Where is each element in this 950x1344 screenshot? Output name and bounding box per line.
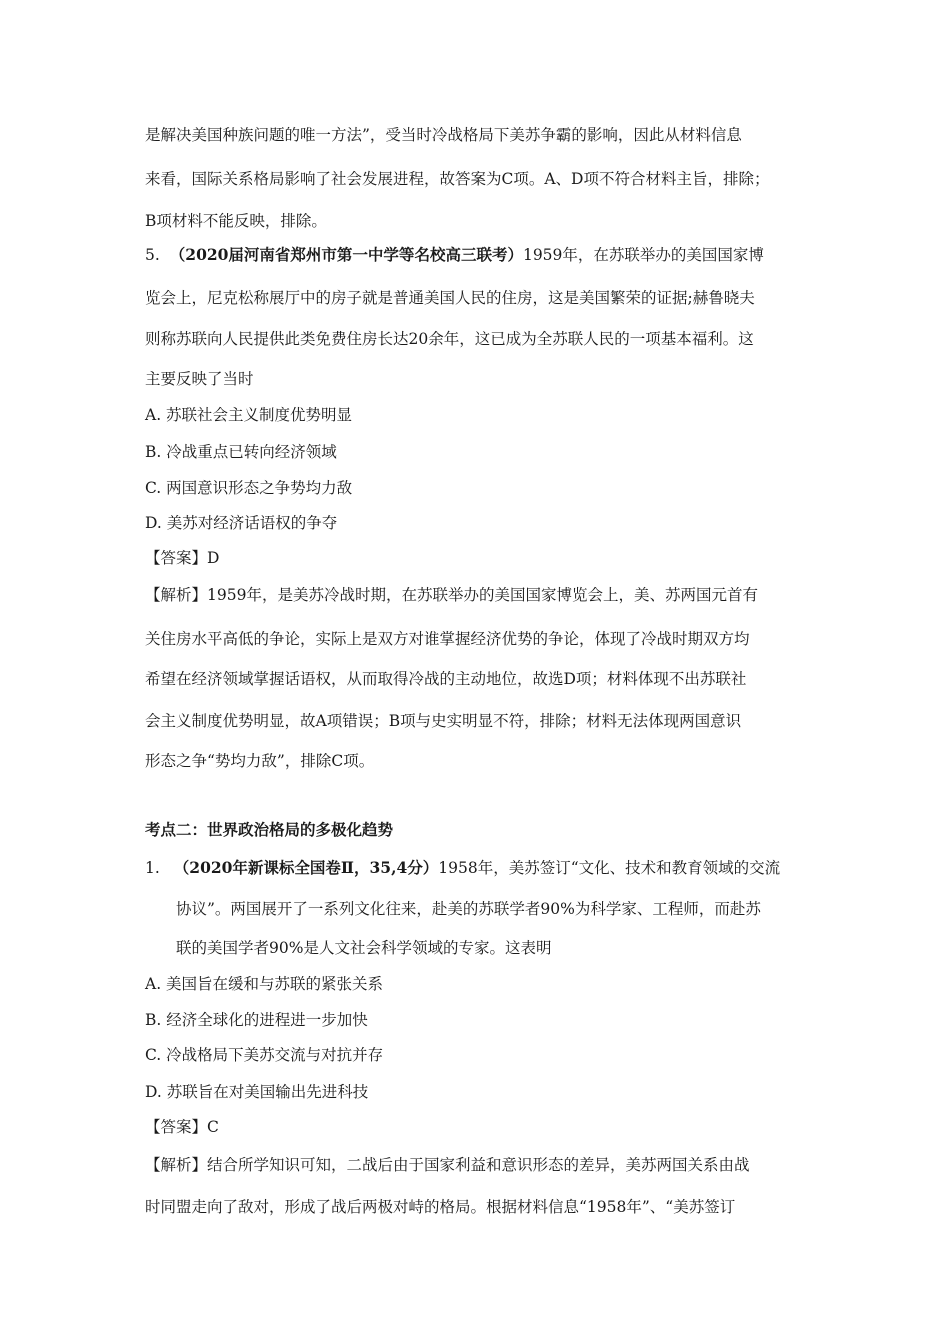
- answer-line: 【答案】D: [145, 549, 220, 567]
- question-stem: 主要反映了当时: [145, 370, 254, 388]
- option-d: D. 美苏对经济话语权的争夺: [145, 514, 338, 532]
- analysis-line: 关住房水平高低的争论，实际上是双方对谁掌握经济优势的争论，体现了冷战时期双方均: [145, 630, 750, 648]
- option-a: A. 美国旨在缓和与苏联的紧张关系: [145, 975, 384, 993]
- question-stem: 协议”。两国展开了一系列文化往来，赴美的苏联学者90%为科学家、工程师，而赴苏: [176, 900, 761, 918]
- analysis-line: 会主义制度优势明显，故A项错误；B项与史实明显不符，排除；材料无法体现两国意识: [145, 712, 742, 730]
- option-a: A. 苏联社会主义制度优势明显: [145, 406, 353, 424]
- option-b: B. 经济全球化的进程进一步加快: [145, 1011, 368, 1029]
- paragraph-line: B项材料不能反映，排除。: [145, 212, 327, 230]
- question-source: （2020年新课标全国卷Ⅱ，35,4分）: [173, 858, 439, 877]
- question-stem: 1959年，在苏联举办的美国国家博: [522, 246, 764, 264]
- analysis-line: 时同盟走向了敌对，形成了战后两极对峙的格局。根据材料信息“1958年”、“美苏签订: [145, 1198, 736, 1216]
- option-c: C. 冷战格局下美苏交流与对抗并存: [145, 1046, 384, 1064]
- analysis-line: 形态之争“势均力敌”，排除C项。: [145, 752, 375, 770]
- option-b: B. 冷战重点已转向经济领域: [145, 443, 337, 461]
- question-stem: 则称苏联向人民提供此类免费住房长达20余年，这已成为全苏联人民的一项基本福利。这: [145, 330, 754, 348]
- section-title: 考点二：世界政治格局的多极化趋势: [145, 820, 394, 839]
- option-d: D. 苏联旨在对美国输出先进科技: [145, 1083, 369, 1101]
- question-stem: 览会上，尼克松称展厅中的房子就是普通美国人民的住房，这是美国繁荣的证据;赫鲁晓夫: [145, 289, 755, 307]
- analysis-line: 【解析】1959年，是美苏冷战时期，在苏联举办的美国国家博览会上，美、苏两国元首有: [145, 586, 758, 604]
- analysis-line: 希望在经济领域掌握话语权，从而取得冷战的主动地位，故选D项；材料体现不出苏联社: [145, 670, 747, 688]
- question-source: （2020届河南省郑州市第一中学等名校高三联考）: [169, 245, 523, 264]
- option-c: C. 两国意识形态之争势均力敌: [145, 479, 353, 497]
- question-stem: 1958年，美苏签订“文化、技术和教育领域的交流: [438, 859, 781, 877]
- answer-line: 【答案】C: [145, 1118, 219, 1136]
- paragraph-line: 是解决美国种族问题的唯一方法”，受当时冷战格局下美苏争霸的影响，因此从材料信息: [145, 126, 742, 144]
- question-number: 5.: [145, 246, 160, 264]
- analysis-line: 【解析】结合所学知识可知，二战后由于国家利益和意识形态的差异，美苏两国关系由战: [145, 1156, 750, 1174]
- question-5-stem-line: [145, 245, 764, 265]
- paragraph-line: 来看，国际关系格局影响了社会发展进程，故答案为C项。A、D项不符合材料主旨，排除；: [145, 170, 770, 188]
- question-1-stem-line: [145, 858, 780, 878]
- question-number: 1.: [145, 859, 160, 877]
- question-stem: 联的美国学者90%是人文社会科学领域的专家。这表明: [176, 939, 552, 957]
